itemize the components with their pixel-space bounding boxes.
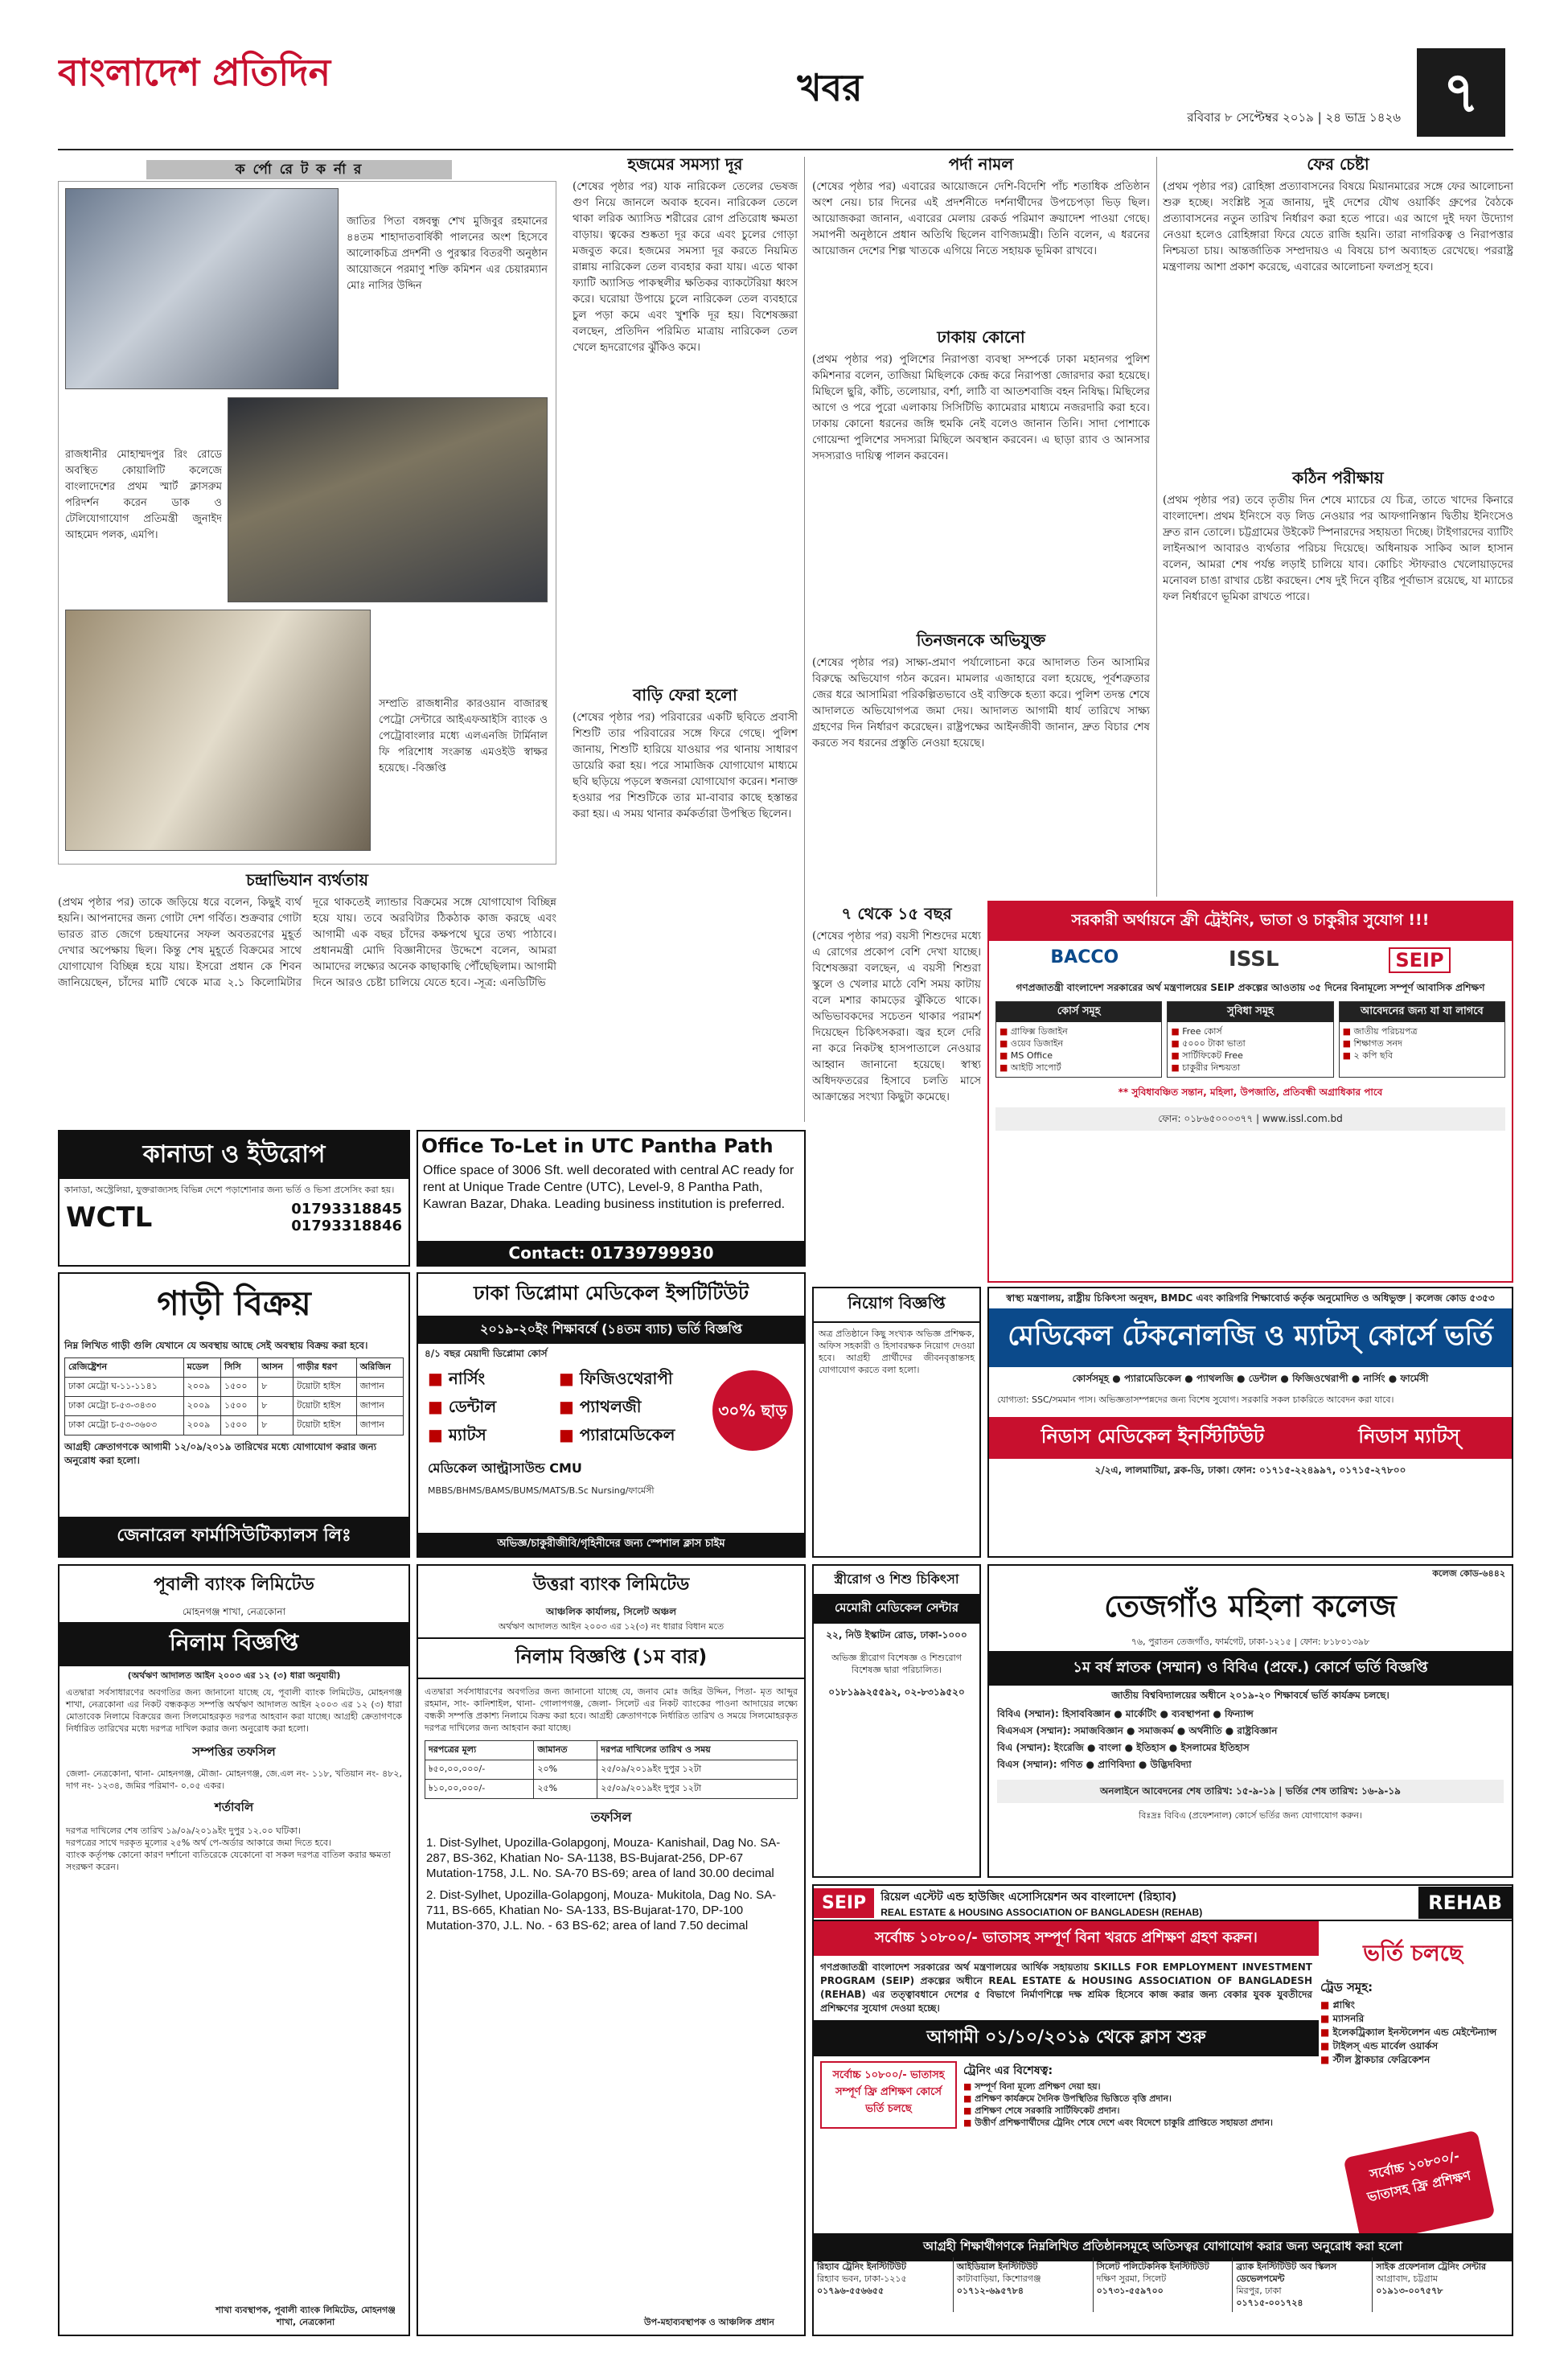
gari-td: ২০০৯ [183, 1378, 220, 1397]
medical-tech-top: স্বাস্থ্য মন্ত্রণালয়, রাষ্ট্রীয় চিকিৎসা অনুষদ, BMDC এবং কারিগরি শিক্ষাবোর্ড কর্তৃক অনুমোদিত ও অধিভুক্ত | কলেজ কোড ৫৩৫৩ [1006, 1292, 1495, 1304]
medical-tech-ad [987, 1287, 1513, 1558]
gari-th: অরিজিন [356, 1358, 403, 1378]
memory-phone: ০১৮১৯৯২৫৫৯২, ০২-৮৩১৯৫২০ [828, 1686, 965, 1698]
seip-needs [1339, 1001, 1505, 1078]
rehab-admission: ভর্তি চলছে [1363, 1940, 1463, 1966]
corporate-photo-2 [228, 397, 548, 602]
gari-td: ২০০৯ [183, 1397, 220, 1416]
gari-ad-footer: আগ্রহী ক্রেতাগণকে আগামী ১২/০৯/২০১৯ তারিখের মধ্যে যোগাযোগ করার জন্য অনুরোধ করা হলো। [64, 1441, 377, 1466]
gari-th: গাড়ীর ধরণ [293, 1358, 357, 1378]
diploma-course: ■ ফিজিওথেরাপী [559, 1367, 682, 1394]
uttara-title: নিলাম বিজ্ঞপ্তি (১ম বার) [418, 1637, 804, 1679]
table-row [65, 1416, 404, 1435]
tejgaon-ad [987, 1564, 1513, 1878]
office-ad-text: Office space of 3006 Sft. well decorated with central AC ready for rent at Unique Trade Centre (UTC), Level-9, 8 Pantha Path, Kawran Bazar, Dhaka. Leading business institution is preferred. [423, 1164, 794, 1211]
porda-body: (শেষের পৃষ্ঠার পর) এবারের আয়োজনে দেশি-বিদেশি পাঁচ শতাধিক প্রতিষ্ঠান অংশ নেয়। চার দিনের এই প্রদর্শনীতে দর্শনার্থীদের উপচেপড়া ভিড় ছিল। আয়োজকরা জানান, এবারের মেলায় রেকর্ড পরিমাণ ক্রয়াদেশ পাওয়া গেছে। সমাপনী অনুষ্ঠানে প্রধান অতিথি ছিলেন বাণিজ্যমন্ত্রী। তিনি বলেন, এ ধরনের আয়োজন দেশের শিল্প খাতকে এগিয়ে নিতে সহায়ক ভূমিকা রাখবে। [812, 180, 1150, 257]
rehab-feature: ■ উত্তীর্ণ প্রশিক্ষণার্থীদের ট্রেনিং শেষে দেশে এবং বিদেশে চাকুরি প্রাপ্তিতে সহায়তা প্রদান। [963, 2117, 1312, 2129]
dhaka-diploma-extra: মেডিকেল আল্ট্রাসাউন্ড CMU [428, 1460, 582, 1476]
issue-date: রবিবার ৮ সেপ্টেম্বর ২০১৯ | ২৪ ভাদ্র ১৪২৬ [1187, 110, 1401, 125]
gari-ad-company: জেনারেল ফার্মাসিউটিক্যালস লিঃ [60, 1517, 408, 1556]
purbali-conditions-title: শর্তাবলি [214, 1800, 254, 1814]
medical-tech-courses: কোর্সসমূহ ● প্যারামেডিকেল ● প্যাথলজি ● ডেন্টাল ● ফিজিওথেরাপী ● নার্সিং ● ফার্মেসী [1072, 1373, 1429, 1384]
rehab-trades-title: ট্রেড সমূহ: [1320, 1980, 1373, 1994]
corporate-corner [58, 181, 556, 865]
gari-td: টয়োটা হাইস [293, 1378, 357, 1397]
gari-td: ২০০৯ [183, 1416, 220, 1435]
seip-logo: SEIP [814, 1888, 874, 1918]
corporate-corner-header [58, 157, 540, 181]
dhaka-body: (প্রথম পৃষ্ঠার পর) পুলিশের নিরাপত্তা ব্যবস্থা সম্পর্কে ঢাকা মহানগর পুলিশ কমিশনার বলেন, তাজিয়া মিছিলকে কেন্দ্র করে নিরাপত্তা জোরদার করা হয়েছে। মিছিলে ছুরি, কাঁচি, তলোয়ার, বর্শা, লাঠি বা আতশবাজি বহন নিষিদ্ধ। মিছিলের আগে ও পরে পুরো এলাকায় সিসিটিভি ক্যামেরার মাধ্যমে নজরদারি করা হবে। ঢাকায় কোনো ধরনের জঙ্গি হুমকি নেই বলেও জানান তিনি। সাদা পোশাকে গোয়েন্দা পুলিশের সদস্যরা মিছিলে অবস্থান করবেন। এ ছাড়া র‌্যাব ও আনসার সদস্যরাও দায়িত্ব পালন করবেন। [812, 353, 1150, 462]
purbali-ad [58, 1564, 410, 2336]
uttara-td: ৳৫০,০০,০০০/- [425, 1760, 534, 1780]
tejgaon-deadline: অনলাইনে আবেদনের শেষ তারিখ: ১৫-৯-১৯ | ভর্তির শেষ তারিখ: ১৬-৯-১৯ [997, 1780, 1504, 1803]
corporate-caption-3: সম্প্রতি রাজধানীর কারওয়ান বাজারস্থ পেট্রো সেন্টারে আইএফআইসি ব্যাংক ও পেট্রোবাংলার মধ্যে এলএনজি টার্মিনাল ফি পরিশোধ সংক্রান্ত এমওইউ স্বাক্ষর হয়েছে। -বিজ্ঞপ্তি [379, 698, 548, 774]
purbali-condition: দরপত্র দাখিলের শেষ তারিখ ১৯/০৯/২০১৯ইং দুপুর ১২.০০ ঘটিকা। [66, 1826, 301, 1836]
memory-title: স্ত্রীরোগ ও শিশু চিকিৎসা [834, 1571, 959, 1587]
wctl-logo: WCTL [66, 1201, 153, 1234]
niyog-text: অত্র প্রতিষ্ঠানে কিছু সংখ্যক অভিজ্ঞ প্রশিক্ষক, অফিস সহকারী ও হিসাবরক্ষক নিয়োগ দেওয়া হবে। আগ্রহী প্রার্থীদের জীবনবৃত্তান্তসহ যোগাযোগ করতে বলা হলো। [819, 1329, 975, 1375]
gari-td: ঢাকা মেট্রো ঘ-১১-১১৪১ [65, 1378, 184, 1397]
seip-logo: SEIP [1389, 947, 1450, 973]
institute-card [814, 2257, 954, 2312]
gari-td: ১৫০০ [220, 1378, 257, 1397]
seip-course: ■ MS Office [999, 1049, 1158, 1062]
table-row [65, 1378, 404, 1397]
diploma-course: ■ ডেন্টাল [428, 1395, 551, 1422]
purbali-schedule: জেলা- নেত্রকোনা, থানা- মোহনগঞ্জ, মৌজা- মোহনগঞ্জ, জে.এল নং- ১১৮, খতিয়ান নং- ৪৮২, দাগ নং- ১২৩৪, জমির পরিমাণ- ০.০৫ একর। [66, 1768, 402, 1791]
purbali-sub: (অর্থঋণ আদালত আইন ২০০৩ এর ১২ (৩) ধারা অনুযায়ী) [127, 1670, 341, 1681]
purbali-sign: শাখা ব্যবস্থাপক, পূবালী ব্যাংক লিমিটেড, মোহনগঞ্জ শাখা, নেত্রকোনা [215, 2305, 396, 2327]
uttara-td: ৳১০,০০,০০০/- [425, 1780, 534, 1799]
bari-body: (শেষের পৃষ্ঠার পর) পরিবারের একটি ছবিতে প্রবাসী শিশুটি তার পরিবারের সঙ্গে ফিরে গেছে। পুলিশ জানায়, শিশুটি হারিয়ে যাওয়ার পর থানায় সাধারণ ডায়েরি করা হয়। পরে সামাজিক যোগাযোগ মাধ্যমে ছবি ছড়িয়ে পড়লে স্বজনরা যোগাযোগ করেন। শনাক্ত হওয়ার পর শিশুটিকে তার মা-বাবার কাছে হস্তান্তর করা হয়। এ সময় থানার কর্মকর্তারা উপস্থিত ছিলেন। [573, 711, 798, 820]
gari-ad-sub: নিম্ন লিখিত গাড়ী গুলি যেখানে যে অবস্থায় আছে সেই অবস্থায় বিক্রয় করা হবে। [64, 1340, 368, 1351]
gari-td: ঢাকা মেট্রো চ-৫৩-৩৪৩০ [65, 1397, 184, 1416]
tinjon-headline: তিনজনকে অভিযুক্ত [916, 630, 1046, 650]
tejgaon-subjects: বিএস (সম্মান): গণিত ● প্রাণিবিদ্যা ● উদ্ভিদবিদ্যা [997, 1759, 1192, 1770]
gari-td: ১৫০০ [220, 1416, 257, 1435]
institute-card [1233, 2257, 1373, 2312]
uttara-bank: উত্তরা ব্যাংক লিমিটেড [532, 1575, 690, 1595]
rehab-ad [812, 1884, 1513, 2336]
canada-ad-title: কানাডা ও ইউরোপ [60, 1132, 408, 1179]
tejgaon-subjects: বিএসএস (সম্মান): সমাজবিজ্ঞান ● সমাজকর্ম ● অর্থনীতি ● রাষ্ট্রবিজ্ঞান [997, 1725, 1278, 1736]
office-ad [417, 1130, 806, 1267]
rehab-feature: ■ প্রশিক্ষণ শেষে সরকারি সার্টিফিকেট প্রদান। [963, 2105, 1312, 2117]
rehab-logo: REHAB [1418, 1887, 1512, 1919]
seip-col-head: সুবিধা সমূহ [1168, 1002, 1332, 1022]
tejgaon-title: তেজগাঁও মহিলা কলেজ [1104, 1588, 1397, 1624]
diploma-course: ■ ম্যাটস [428, 1423, 551, 1450]
rehab-class-start: আগামী ০১/১০/২০১৯ থেকে ক্লাস শুরু [814, 2020, 1319, 2056]
tejgaon-line2: জাতীয় বিশ্ববিদ্যালয়ের অধীনে ২০১৯-২০ শিক্ষাবর্ষে ভর্তি কার্যক্রম চলছে। [1111, 1690, 1389, 1701]
memory-center: মেমোরী মেডিকেল সেন্টার [814, 1594, 979, 1624]
seip-need: ■ ২ কপি ছবি [1343, 1049, 1501, 1062]
canada-ad-text: কানাডা, অস্ট্রেলিয়া, যুক্তরাজ্যসহ বিভিন্ন দেশে পড়াশোনার জন্য ভর্তি ও ভিসা প্রসেসিং করা হয়। [64, 1185, 395, 1195]
gari-th: সিসি [220, 1358, 257, 1378]
uttara-sign: উপ-মহাব্যবস্থাপক ও আঞ্চলিক প্রধান [644, 2317, 774, 2327]
seip-benefit: ■ Free কোর্স [1171, 1025, 1329, 1037]
uttara-body: এতদ্বারা সর্বসাধারণের অবগতির জন্য জানানো যাচ্ছে যে, জনাব মোঃ জহির উদ্দিন, পিতা- মৃত আব্দুর রহমান, সাং- কানিশাইল, থানা- গোলাপগঞ্জ, জেলা- সিলেট এর নিকট ব্যাংকের পাওনা আদায়ের লক্ষ্যে বন্ধকী সম্পত্তি প্রকাশ্য নিলামে বিক্রয় করা হবে। আগ্রহী ক্রেতাগণকে নির্ধারিত তারিখ ও সময়ে সিলমোহরকৃত দরপত্র দাখিলের জন্য আহবান করা যাচ্ছে। [425, 1686, 798, 1733]
gari-th: আসন [258, 1358, 293, 1378]
uttara-schedule-item: 1. Dist-Sylhet, Upozilla-Golapgonj, Mouza- Kanishail, Dag No. SA-287, BS-362, Khatian No- SA-1138, BS-Bujarat-256, DP-67 Mutation-1758, J.L. No. SA-70 BS-69; area of land 30.00 decimal [426, 1836, 781, 1880]
dhaka-diploma-degrees: MBBS/BHMS/BAMS/BUMS/MATS/B.Sc Nursing/ফার্মেসী [428, 1485, 655, 1496]
purbali-schedule-title: সম্পত্তির তফসিল [192, 1744, 276, 1759]
institute-phone: ০১৭৩১-৫৫৯৭০০ [1096, 2286, 1164, 2296]
uttara-th: দরপত্র দাখিলের তারিখ ও সময় [597, 1741, 798, 1760]
page-number: ৭ [1417, 48, 1505, 137]
rehab-program: গণপ্রজাতন্ত্রী বাংলাদেশ সরকারের অর্থ মন্ত্রণালয়ের আর্থিক সহায়তায় SKILLS FOR EMPLOYMENT INVESTMENT PROGRAM (SEIP) প্রকল্পের অধীনে REAL ESTATE & HOUSING ASSOCIATION OF BANGLADESH (REHAB) এর তত্ত্বাবধানে দেশের ৫ বিভাগে নির্মাণশিল্পে দক্ষ শ্রমিক হিসেবে কাজ করার জন্য বেকার যুবক যুবতীদের প্রশিক্ষণের সুযোগ দেওয়া হচ্ছে। [820, 1961, 1312, 2014]
institute-phone: ০১৭৯৬-৫৫৬৬৫৫ [817, 2286, 885, 2296]
institute-name: রিহ্যাব ট্রেনিং ইনস্টিটিউট [817, 2261, 906, 2272]
masthead [58, 16, 1513, 153]
purbali-body: এতদ্বারা সর্বসাধারণের অবগতির জন্য জানানো যাচ্ছে যে, পূবালী ব্যাংক লিমিটেড, মোহনগঞ্জ শাখা, নেত্রকোনা এর নিকট বন্ধককৃত সম্পত্তি অর্থঋণ আদালত আইন ২০০৩ এর ১২ (৩) ধারা মোতাবেক নিলামে বিক্রয়ের জন্য সিলমোহরকৃত দরপত্র আহবান করা যাচ্ছে। আগ্রহী ক্রেতাগণকে নির্ধারিত তারিখের মধ্যে দরপত্র দাখিল করার জন্য অনুরোধ করা হলো। [66, 1687, 402, 1734]
logo-text: বাংলাদেশ প্রতিদিন [58, 51, 331, 94]
gari-table [64, 1357, 404, 1435]
seip-need: ■ জাতীয় পরিচয়পত্র [1343, 1025, 1501, 1037]
col-divider [804, 157, 805, 1122]
bari-headline: বাড়ি ফেরা হলো [633, 685, 737, 704]
seip-course: ■ ওয়েব ডিজাইন [999, 1037, 1158, 1049]
rehab-trade: ■ স্টীল ষ্ট্রাকচার ফেব্রিকেশন [1320, 2053, 1505, 2067]
seip-note: ** সুবিধাবঞ্চিত সন্তান, মহিলা, উপজাতি, প্রতিবন্ধী অগ্রাধিকার পাবে [1118, 1086, 1383, 1098]
tejgaon-sub: ১ম বর্ষ স্নাতক (সম্মান) ও বিবিএ (প্রফে.) কোর্সে ভর্তি বিজ্ঞপ্তি [989, 1651, 1512, 1686]
institute-phone: ০১৯১৩-০০৭৫৭৮ [1376, 2286, 1443, 2296]
dhaka-diploma-footer: অভিজ্ঞ/চাকুরীজীবি/গৃহিনীদের জন্য স্পেশাল ক্লাস চাইম [418, 1533, 804, 1556]
table-row [425, 1760, 798, 1780]
seip-course: ■ আইটি সাপোর্ট [999, 1062, 1158, 1074]
gari-ad [58, 1272, 410, 1558]
uttara-td: ২০% [534, 1760, 597, 1780]
uttara-td: ২৫/০৯/২০১৯ইং দুপুর ১২টা [597, 1760, 798, 1780]
chandrayaan-body: (প্রথম পৃষ্ঠার পর) তাকে জড়িয়ে ধরে বলেন, কিছুই ব্যর্থ হয়নি। আপনাদের জন্য গোটা দেশ গর্বিত। শুক্রবার গোটা ভারত রাত জেগে চন্দ্রযানের সফল অবতরণের মুহূর্ত দেখার অপেক্ষায় ছিল। কিন্তু শেষ মুহূর্তে বিক্রমের সাথে যোগাযোগ বিচ্ছিন্ন হয়ে যায়। ইসরো প্রধান কে শিবন জানিয়েছেন, চাঁদের মাটি থেকে মাত্র ২.১ কিলোমিটার দূরে থাকতেই ল্যান্ডার বিক্রমের সঙ্গে যোগাযোগ বিচ্ছিন্ন হয়ে যায়। তবে অরবিটার ঠিকঠাক কাজ করছে এবং আগামী এক বছর চাঁদের কক্ষপথে ঘুরে তথ্য পাঠাবে। প্রধানমন্ত্রী মোদি বিজ্ঞানীদের উদ্দেশে বলেন, আমরা আমাদের লক্ষ্যের অনেক কাছাকাছি পৌঁছেছিলাম। আগামী দিনে আরও চেষ্টা চালিয়ে যেতে হবে। -সূত্র: এনডিটিভি [58, 896, 556, 989]
masthead-rule [58, 149, 1513, 150]
institute-name: ব্র্যাক ইনস্টিটিউট অব স্কিলস ডেভেলপমেন্ট [1236, 2261, 1337, 2284]
medical-tech-address: ২/২এ, লালমাটিয়া, ব্লক-ডি, ঢাকা। ফোন: ০১৭১৫-২২৪৯৯৭, ০১৭১৫-২৭৮০০ [1094, 1464, 1406, 1476]
seip-course: ■ গ্রাফিক্স ডিজাইন [999, 1025, 1158, 1037]
institute-address: কাটাবাড়িয়া, কিশোরগঞ্জ [956, 2273, 1041, 2284]
uttara-sub: অর্থঋণ আদালত আইন ২০০৩ এর ১২(৩) নং ধারার বিধান মতে [498, 1621, 724, 1632]
gari-td: টয়োটা হাইস [293, 1397, 357, 1416]
saat-headline: ৭ থেকে ১৫ বছর [841, 904, 952, 923]
office-ad-contact: Contact: 01739799930 [418, 1241, 804, 1265]
rehab-trade: ■ প্লাম্বিং [1320, 1998, 1505, 2012]
nidas-institute: নিডাস মেডিকেল ইনস্টিটিউট [1041, 1425, 1265, 1448]
memory-text: অভিজ্ঞ স্ত্রীরোগ বিশেষজ্ঞ ও শিশুরোগ বিশেষজ্ঞ দ্বারা পরিচালিত। [831, 1653, 962, 1675]
seip-benefit: ■ চাকুরীর নিশ্চয়তা [1171, 1062, 1329, 1074]
canada-phone-1: 01793318845 [291, 1201, 402, 1218]
saat-body: (শেষের পৃষ্ঠার পর) বয়সী শিশুদের মধ্যে এ রোগের প্রকোপ বেশি দেখা যাচ্ছে। বিশেষজ্ঞরা বলছেন, এ বয়সী শিশুরা স্কুলে ও খেলার মাঠে বেশি সময় কাটায় বলে মশার কামড়ের ঝুঁকিতে থাকে। অভিভাবকদের সচেতন থাকার পরামর্শ দিয়েছেন চিকিৎসকরা। জ্বর হলে দেরি না করে নিকটস্থ হাসপাতালে নেওয়ার আহ্বান জানানো হয়েছে। স্বাস্থ্য অধিদফতরের হিসাবে চলতি মাসে আক্রান্তের সংখ্যা কিছুটা কমেছে। [812, 930, 981, 1103]
rehab-features-title: ট্রেনিং এর বিশেষত্ব: [963, 2064, 1053, 2077]
uttara-table [425, 1740, 798, 1799]
gari-ad-title: গাড়ী বিক্রয় [157, 1284, 311, 1323]
rehab-trade: ■ ইলেকট্রিক্যাল ইনস্টলেশন এন্ড মেইন্টেন্যান্স [1320, 2026, 1505, 2039]
uttara-th: দরপত্রের মূল্য [425, 1741, 534, 1760]
discount-badge: ৩০% ছাড় [712, 1370, 793, 1451]
seip-contact: ফোন: ০১৮৬৫০০০৩৭৭ | www.issl.com.bd [995, 1107, 1505, 1131]
logo [58, 40, 347, 105]
uttara-schedule-item: 2. Dist-Sylhet, Upozilla-Golapgonj, Mouza- Mukitola, Dag No. SA-711, BS-665, Khatian No- SA-133, BS-Bujarat-170, DP-100 Mutation-370, J.L. No. - 63 BS-62; area of land 7.50 decimal [426, 1888, 777, 1932]
purbali-branch: মোহনগঞ্জ শাখা, নেত্রকোনা [182, 1606, 286, 1617]
institute-address: মিরপুর, ঢাকা [1236, 2286, 1282, 2296]
seip-ad-intro: গণপ্রজাতন্ত্রী বাংলাদেশ সরকারের অর্থ মন্ত্রণালয়ের SEIP প্রকল্পের আওতায় ৩৫ দিনের বিনামূল্যে সম্পূর্ণ আবাসিক প্রশিক্ষণ [1016, 982, 1485, 993]
hajj-body: (শেষের পৃষ্ঠার পর) যাক নারিকেল তেলের ভেষজ গুণ নিয়ে জানলে অবাক হবেন। নারিকেল তেলে থাকা লরিক অ্যাসিড শরীরের রোগ প্রতিরোধ ক্ষমতা বাড়ায়। ত্বকের শুষ্কতা দূর করে এবং চুলের গোড়া মজবুত করে। হজমের সমস্যা দূর করতে নিয়মিত রান্নায় নারিকেল তেল ব্যবহার করা যায়। এতে থাকা ফ্যাটি অ্যাসিড পাকস্থলীর ক্ষতিকর ব্যাকটেরিয়া ধ্বংস করে। ঘরোয়া উপায়ে চুলে নারিকেল তেল ব্যবহারে চুল পড়া কমে এবং খুশকি দূর হয়। বিশেষজ্ঞরা বলছেন, প্রতিদিন পরিমিত মাত্রায় নারিকেল তেল খেলে হৃদরোগের ঝুঁকিও কমে। [573, 180, 798, 354]
col-divider [1156, 157, 1157, 897]
office-ad-title: Office To-Let in UTC Pantha Path [421, 1135, 774, 1157]
uttara-td: ২৫/০৯/২০১৯ইং দুপুর ১২টা [597, 1780, 798, 1799]
purbali-bank: পূবালী ব্যাংক লিমিটেড [154, 1575, 314, 1595]
issl-logo: ISSL [1229, 947, 1279, 971]
rehab-headline: সর্বোচ্চ ১০৮০০/- ভাতাসহ সম্পূর্ণ বিনা খরচে প্রশিক্ষণ গ্রহণ করুন। [814, 1921, 1319, 1956]
gari-td: জাপান [356, 1416, 403, 1435]
memory-ad [812, 1564, 981, 1878]
tejgaon-subjects: বিএ (সম্মান): ইংরেজি ● বাংলা ● ইতিহাস ● ইসলামের ইতিহাস [997, 1742, 1250, 1753]
nidas-mats: নিডাস ম্যাটস্ [1358, 1425, 1460, 1448]
seip-ad-title: সরকারী অর্থায়নে ফ্রী ট্রেইনিং, ভাতা ও চাকুরীর সুযোগ !!! [989, 902, 1512, 941]
dhaka-headline: ঢাকায় কোনো [937, 327, 1025, 347]
table-row [425, 1780, 798, 1799]
gari-th: মডেল [183, 1358, 220, 1378]
section-title: খবর [797, 66, 863, 109]
purbali-title: নিলাম বিজ্ঞপ্তি [60, 1622, 408, 1666]
rehab-contact-title: আগ্রহী শিক্ষার্থীগণকে নিম্নলিখিত প্রতিষ্ঠানসমূহে অতিসত্বর যোগাযোগ করার জন্য অনুরোধ করা হলো [814, 2233, 1512, 2261]
uttara-th: জামানত [534, 1741, 597, 1760]
institute-phone: ০১৭১৫-০০১৭২৪ [1236, 2298, 1303, 2308]
corporate-photo-3 [65, 610, 371, 851]
tejgaon-subjects: বিবিএ (সম্মান): হিসাববিজ্ঞান ● মার্কেটিং ● ব্যবস্থাপনা ● ফিন্যান্স [997, 1708, 1254, 1719]
dhaka-diploma-title: ঢাকা ডিপ্লোমা মেডিকেল ইন্সটিটিউট [473, 1282, 749, 1304]
gari-td: ৮ [258, 1397, 293, 1416]
institute-name: আইডিয়াল ইনস্টিটিউট [956, 2261, 1038, 2272]
fer-headline: ফের চেষ্টা [1307, 154, 1369, 174]
rehab-org-bn: রিয়েল এস্টেট এন্ড হাউজিং এসোসিয়েশন অব বাংলাদেশ (রিহ্যাব) [880, 1891, 1177, 1904]
uttara-ad [417, 1564, 806, 2336]
rehab-trade: ■ টাইলস্ এন্ড মার্বেল ওয়ার্কস [1320, 2039, 1505, 2053]
seip-courses [995, 1001, 1162, 1078]
tejgaon-code: কলেজ কোড-৬৪৪২ [1432, 1568, 1505, 1579]
gari-th: রেজিষ্ট্রেশন [65, 1358, 184, 1378]
institute-card [1373, 2257, 1512, 2312]
uttara-td: ২৫% [534, 1780, 597, 1799]
purbali-condition: দরপত্রের সাথে দরকৃত মূল্যের ২৫% অর্থ পে-অর্ডার আকারে জমা দিতে হবে। [66, 1838, 331, 1848]
canada-phone-2: 01793318846 [291, 1218, 402, 1234]
seip-col-head: কোর্স সমূহ [996, 1002, 1161, 1022]
table-row [65, 1397, 404, 1416]
seip-benefits [1167, 1001, 1333, 1078]
institute-card [1094, 2257, 1233, 2312]
seip-ad [987, 901, 1513, 1283]
institute-card [954, 2257, 1094, 2312]
rehab-badge: সর্বোচ্চ ১০৮০০/- ভাতাসহ ফ্রি প্রশিক্ষণ [1343, 2130, 1495, 2245]
rehab-feature: ■ সম্পূর্ণ বিনা মূল্যে প্রশিক্ষণ দেয়া হয়। [963, 2080, 1312, 2093]
tejgaon-note: বিঃদ্রঃ বিবিএ (প্রফেশনাল) কোর্সে ভর্তির জন্য যোগাযোগ করুন। [1139, 1810, 1362, 1821]
dhaka-diploma-ad [417, 1272, 806, 1558]
institute-name: সিলেট পলিটেকনিক ইনস্টিটিউট [1096, 2261, 1209, 2272]
seip-need: ■ শিক্ষাগত সনদ [1343, 1037, 1501, 1049]
tinjon-body: (শেষের পৃষ্ঠার পর) সাক্ষ্য-প্রমাণ পর্যালোচনা করে আদালত তিন আসামির বিরুদ্ধে অভিযোগ গঠন করেন। মামলার এজাহারে বলা হয়েছে, পূর্বশত্রুতার জের ধরে আসামিরা পরিকল্পিতভাবে ওই ব্যক্তিকে হত্যা করে। পুলিশ তদন্ত শেষে আদালতে অভিযোগপত্র জমা দেয়। আদালত আগামী ধার্য তারিখে সাক্ষ্য গ্রহণের দিন নির্ধারণ করেছেন। রাষ্ট্রপক্ষের আইনজীবী জানান, দ্রুত বিচার শেষ করতে সব ধরনের প্রস্তুতি নেওয়া হয়েছে। [812, 656, 1150, 750]
institute-address: রিহ্যাব ভবন, ঢাকা-১২১৫ [817, 2273, 907, 2284]
seip-benefit: ■ সার্টিফিকেট Free [1171, 1049, 1329, 1062]
corporate-caption-2: রাজধানীর মোহাম্মদপুর রিং রোডে অবস্থিত কোয়ালিটি কলেজে বাংলাদেশের প্রথম স্মার্ট ক্লাসরুম পরিদর্শন করেন ডাক ও টেলিযোগাযোগ প্রতিমন্ত্রী জুনাইদ আহমেদ পলক, এমপি। [65, 449, 222, 541]
kothin-headline: কঠিন পরীক্ষায় [1292, 468, 1384, 487]
porda-headline: পর্দা নামল [948, 154, 1014, 174]
fer-body: (প্রথম পৃষ্ঠার পর) রোহিঙ্গা প্রত্যাবাসনের বিষয়ে মিয়ানমারের সঙ্গে ফের আলোচনা শুরু হচ্ছে। সংশ্লিষ্ট সূত্র জানায়, দুই দেশের যৌথ ওয়ার্কিং গ্রুপের বৈঠকে প্রত্যাবাসনের নতুন তারিখ নির্ধারণ করা হতে পারে। এর আগে দুই দফা উদ্যোগ নেওয়া হলেও রোহিঙ্গারা ফিরে যেতে রাজি হয়নি। তারা নাগরিকত্ব ও নিরাপত্তার নিশ্চয়তা চায়। আন্তর্জাতিক সম্প্রদায়ও এ বিষয়ে চাপ অব্যাহত রেখেছে। পররাষ্ট্র মন্ত্রণালয় আশা প্রকাশ করেছে, এবারের আলোচনা ফলপ্রসূ হবে। [1163, 180, 1513, 273]
purbali-condition: ব্যাংক কর্তৃপক্ষ কোনো কারণ দর্শানো ব্যতিরেকে যেকোনো বা সকল দরপত্র বাতিল করার ক্ষমতা সংরক্ষণ করেন। [66, 1850, 391, 1872]
gari-td: জাপান [356, 1397, 403, 1416]
gari-td: জাপান [356, 1378, 403, 1397]
rehab-org-en: REAL ESTATE & HOUSING ASSOCIATION OF BANGLADESH (REHAB) [880, 1907, 1203, 1918]
niyog-ad [812, 1287, 981, 1558]
gari-td: টয়োটা হাইস [293, 1416, 357, 1435]
dhaka-diploma-course-line: ৪/১ বছর মেয়াদী ডিপ্লোমা কোর্স [425, 1348, 548, 1359]
seip-benefit: ■ ৫০০০ টাকা ভাতা [1171, 1037, 1329, 1049]
hajj-headline: হজমের সমস্যা দূর [627, 154, 743, 174]
institute-name: সাইক প্রফেশনাল ট্রেনিং সেন্টার [1376, 2261, 1487, 2272]
uttara-schedule-title: তফসিল [590, 1809, 632, 1825]
gari-td: ৮ [258, 1378, 293, 1397]
bacco-logo: BACCO [1050, 947, 1119, 967]
medical-tech-title: মেডিকেল টেকনোলজি ও ম্যাটস্ কোর্সে ভর্তি [989, 1308, 1512, 1367]
diploma-course: ■ প্যাথলজী [559, 1395, 682, 1422]
rehab-feature: ■ প্রশিক্ষণ কার্যক্রমে দৈনিক উপস্থিতির ভিত্তিতে বৃত্তি প্রদান। [963, 2093, 1312, 2105]
medical-tech-info: যোগ্যতা: SSC/সমমান পাস। অভিজ্ঞতাসম্পন্নদের জন্য বিশেষ সুযোগ। সরকারি সকল চাকরিতে আবেদন করা যাবে। [997, 1394, 1394, 1405]
tejgaon-address: ৭৬, পুরাতন তেজগাঁও, ফার্মগেট, ঢাকা-১২১৫ | ফোন: ৮১৮০১৩৯৮ [1131, 1637, 1370, 1647]
gari-td: ১৫০০ [220, 1397, 257, 1416]
uttara-office: আঞ্চলিক কার্যালয়, সিলেট অঞ্চল [545, 1606, 677, 1617]
corporate-photo-1 [65, 188, 339, 389]
niyog-title: নিয়োগ বিজ্ঞপ্তি [814, 1288, 979, 1323]
dhaka-diploma-session: ২০১৯-২০ইং শিক্ষাবর্ষে (১৪তম ব্যাচ) ভর্তি বিজ্ঞপ্তি [418, 1316, 804, 1344]
rehab-left-badge: সর্বোচ্চ ১০৮০০/- ভাতাসহ সম্পূর্ণ ফ্রি প্রশিক্ষণ কোর্সে ভর্তি চলছে [820, 2061, 957, 2129]
kothin-body: (প্রথম পৃষ্ঠার পর) তবে তৃতীয় দিন শেষে ম্যাচের যে চিত্র, তাতে খাদের কিনারে বাংলাদেশ। প্রথম ইনিংসে বড় লিড নেওয়ার পর আফগানিস্তান দ্বিতীয় ইনিংসেও দ্রুত রান তোলে। চট্টগ্রামের উইকেট স্পিনারদের সহায়তা দিচ্ছে। টাইগারদের ব্যাটিং লাইনআপ আবারও ব্যর্থতার পরিচয় দিয়েছে। অধিনায়ক সাকিব আল হাসান বলেন, আমরা শেষ পর্যন্ত লড়াই চালিয়ে যাব। কোচিং স্টাফরাও খেলোয়াড়দের মনোবল চাঙা রাখার চেষ্টা করছেন। শেষ দুই দিনে বৃষ্টির পূর্বাভাস রয়েছে, যা ম্যাচের ফল নির্ধারণে ভূমিকা রাখতে পারে। [1163, 494, 1513, 603]
gari-td: ঢাকা মেট্রো চ-৫৩-৩৬০৩ [65, 1416, 184, 1435]
corporate-corner-label: ক র্পো রে ট ক র্না র [146, 160, 452, 179]
institute-phone: ০১৭১২-৬৯৫৭৮৪ [956, 2286, 1024, 2296]
gari-td: ৮ [258, 1416, 293, 1435]
seip-col-head: আবেদনের জন্য যা যা লাগবে [1340, 1002, 1504, 1022]
diploma-course: ■ নার্সিং [428, 1367, 551, 1394]
memory-address: ২২, নিউ ইস্কাটন রোড, ঢাকা-১০০০ [826, 1629, 967, 1641]
institute-address: আগ্রাবাদ, চট্টগ্রাম [1376, 2273, 1438, 2284]
diploma-course: ■ প্যারামেডিকেল [559, 1423, 682, 1450]
chandrayaan-headline: চন্দ্রাভিযান ব্যর্থতায় [245, 870, 369, 889]
institute-address: দক্ষিণ সুরমা, সিলেট [1096, 2273, 1167, 2284]
canada-ad [58, 1130, 410, 1267]
corporate-caption-1: জাতির পিতা বঙ্গবন্ধু শেখ মুজিবুর রহমানের ৪৪তম শাহাদাতবার্ষিকী পালনের অংশ হিসেবে আলোকচিত্র প্রদর্শনী ও পুরস্কার বিতরণী অনুষ্ঠান আয়োজনে পরমাণু শক্তি কমিশন এর চেয়ারম্যান মোঃ নাসির উদ্দিন [347, 216, 548, 292]
rehab-trade: ■ ম্যাসনরি [1320, 2012, 1505, 2026]
